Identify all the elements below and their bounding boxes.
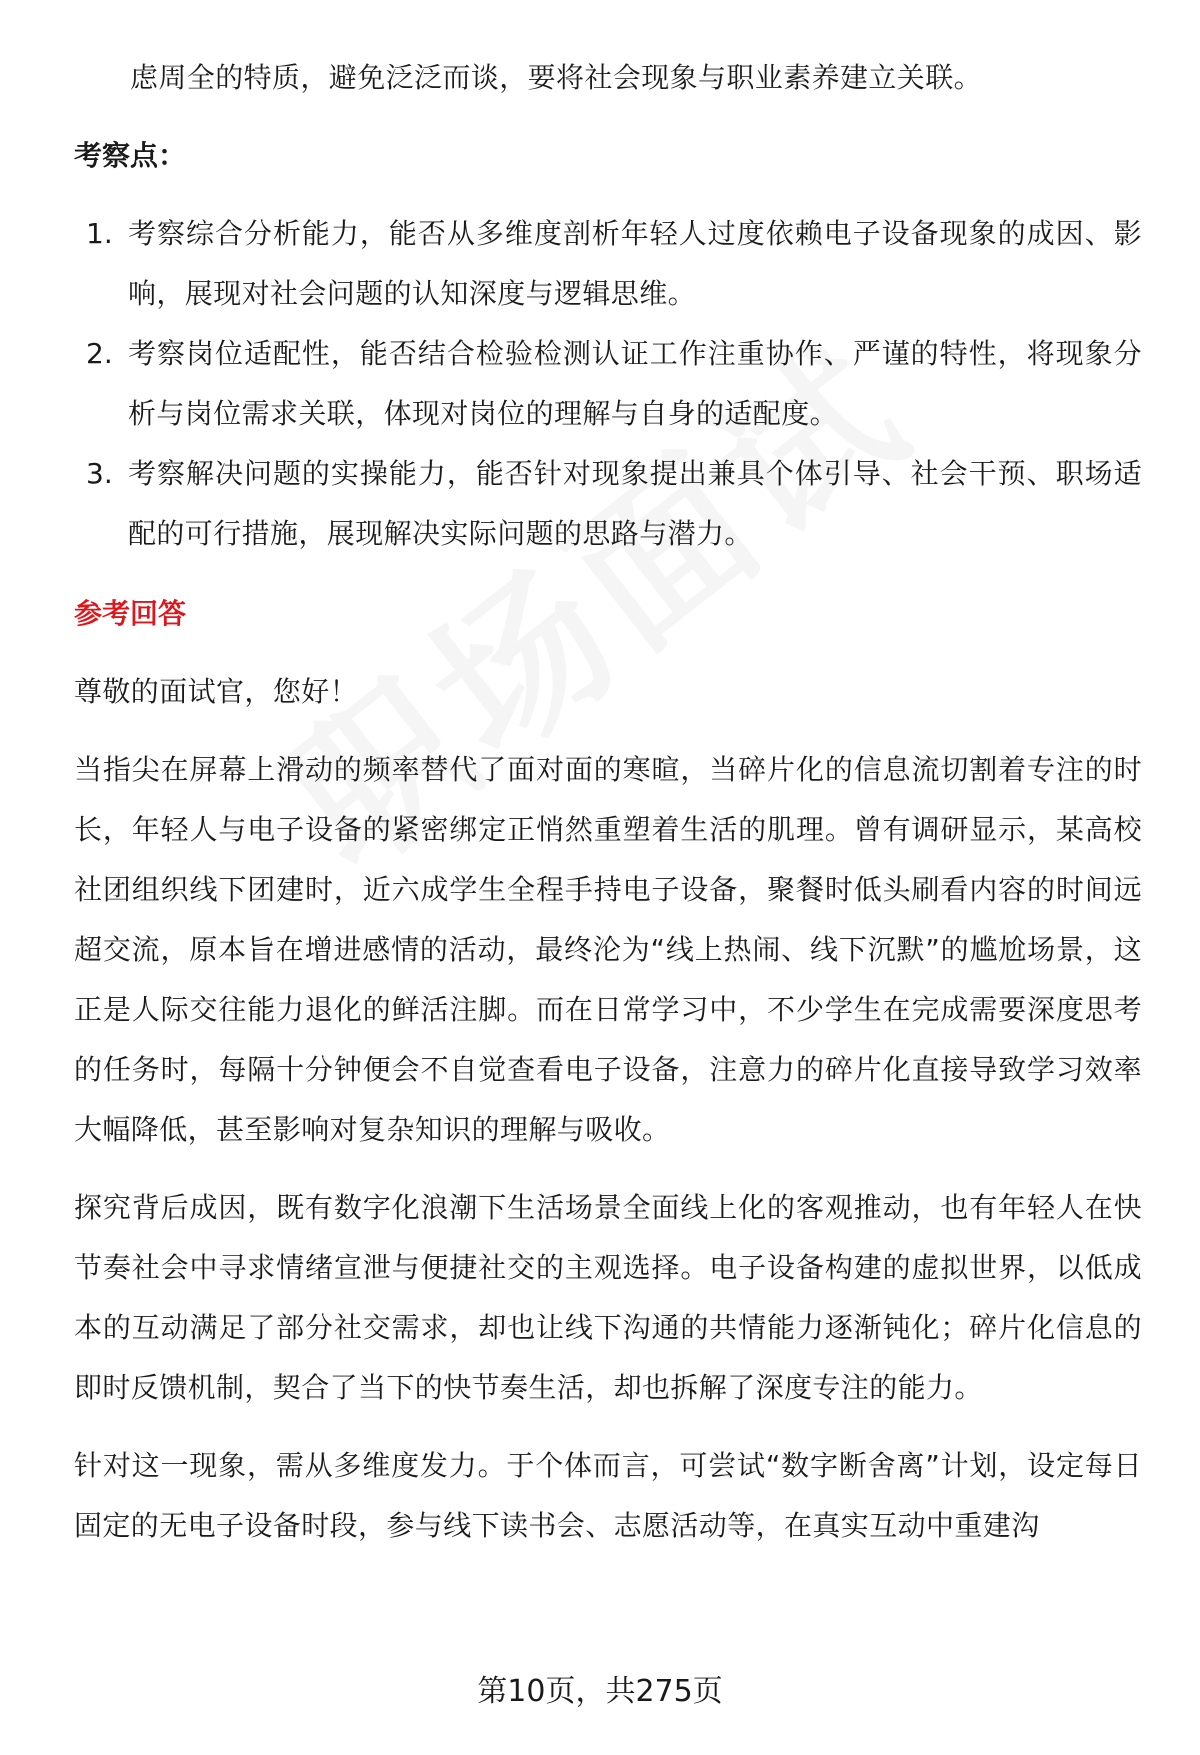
answer-paragraph: 探究背后成因，既有数字化浪潮下生活场景全面线上化的客观推动，也有年轻人在快节奏社会中寻求情绪宣泄与便捷社交的主观选择。电子设备构建的虚拟世界，以低成本的互动满足了部分社交需求，却也让线下沟通的共情能力逐渐钝化；碎片化信息的即时反馈机制，契合了当下的快节奏生活，却也拆解了深度专注的能力。 bbox=[74, 1191, 1142, 1404]
greeting: 尊敬的面试官，您好！ bbox=[74, 675, 359, 708]
intro-continuation: 虑周全的特质，避免泛泛而谈，要将社会现象与职业素养建立关联。 bbox=[130, 61, 983, 94]
document-content bbox=[74, 48, 1142, 1556]
point-number: 2. bbox=[86, 337, 113, 370]
assessment-point bbox=[74, 204, 1142, 324]
point-text: 考察综合分析能力，能否从多维度剖析年轻人过度依赖电子设备现象的成因、影响，展现对社会问题的认知深度与逻辑思维。 bbox=[128, 217, 1142, 310]
page-number: 第10页，共275页 bbox=[477, 1674, 723, 1709]
reference-answer-heading: 参考回答 bbox=[74, 597, 187, 630]
answer-paragraph: 当指尖在屏幕上滑动的频率替代了面对面的寒暄，当碎片化的信息流切割着专注的时长，年轻人与电子设备的紧密绑定正悄然重塑着生活的肌理。曾有调研显示，某高校社团组织线下团建时，近六成学生全程手持电子设备，聚餐时低头刷看内容的时间远超交流，原本旨在增进感情的活动，最终沦为“线上热闹、线下沉默”的尴尬场景，这正是人际交往能力退化的鲜活注脚。而在日常学习中，不少学生在完成需要深度思考的任务时，每隔十分钟便会不自觉查看电子设备，注意力的碎片化直接导致学习效率大幅降低，甚至影响对复杂知识的理解与吸收。 bbox=[74, 753, 1142, 1146]
point-number: 3. bbox=[86, 457, 113, 490]
point-number: 1. bbox=[86, 217, 113, 250]
point-text: 考察解决问题的实操能力，能否针对现象提出兼具个体引导、社会干预、职场适配的可行措施，展现解决实际问题的思路与潜力。 bbox=[128, 457, 1142, 550]
assessment-heading: 考察点： bbox=[74, 139, 187, 172]
assessment-list bbox=[74, 204, 1142, 564]
answer-paragraph: 针对这一现象，需从多维度发力。于个体而言，可尝试“数字断舍离”计划，设定每日固定的无电子设备时段，参与线下读书会、志愿活动等，在真实互动中重建沟 bbox=[74, 1449, 1142, 1542]
point-text: 考察岗位适配性，能否结合检验检测认证工作注重协作、严谨的特性，将现象分析与岗位需求关联，体现对岗位的理解与自身的适配度。 bbox=[128, 337, 1142, 430]
assessment-point bbox=[74, 444, 1142, 564]
assessment-point bbox=[74, 324, 1142, 444]
